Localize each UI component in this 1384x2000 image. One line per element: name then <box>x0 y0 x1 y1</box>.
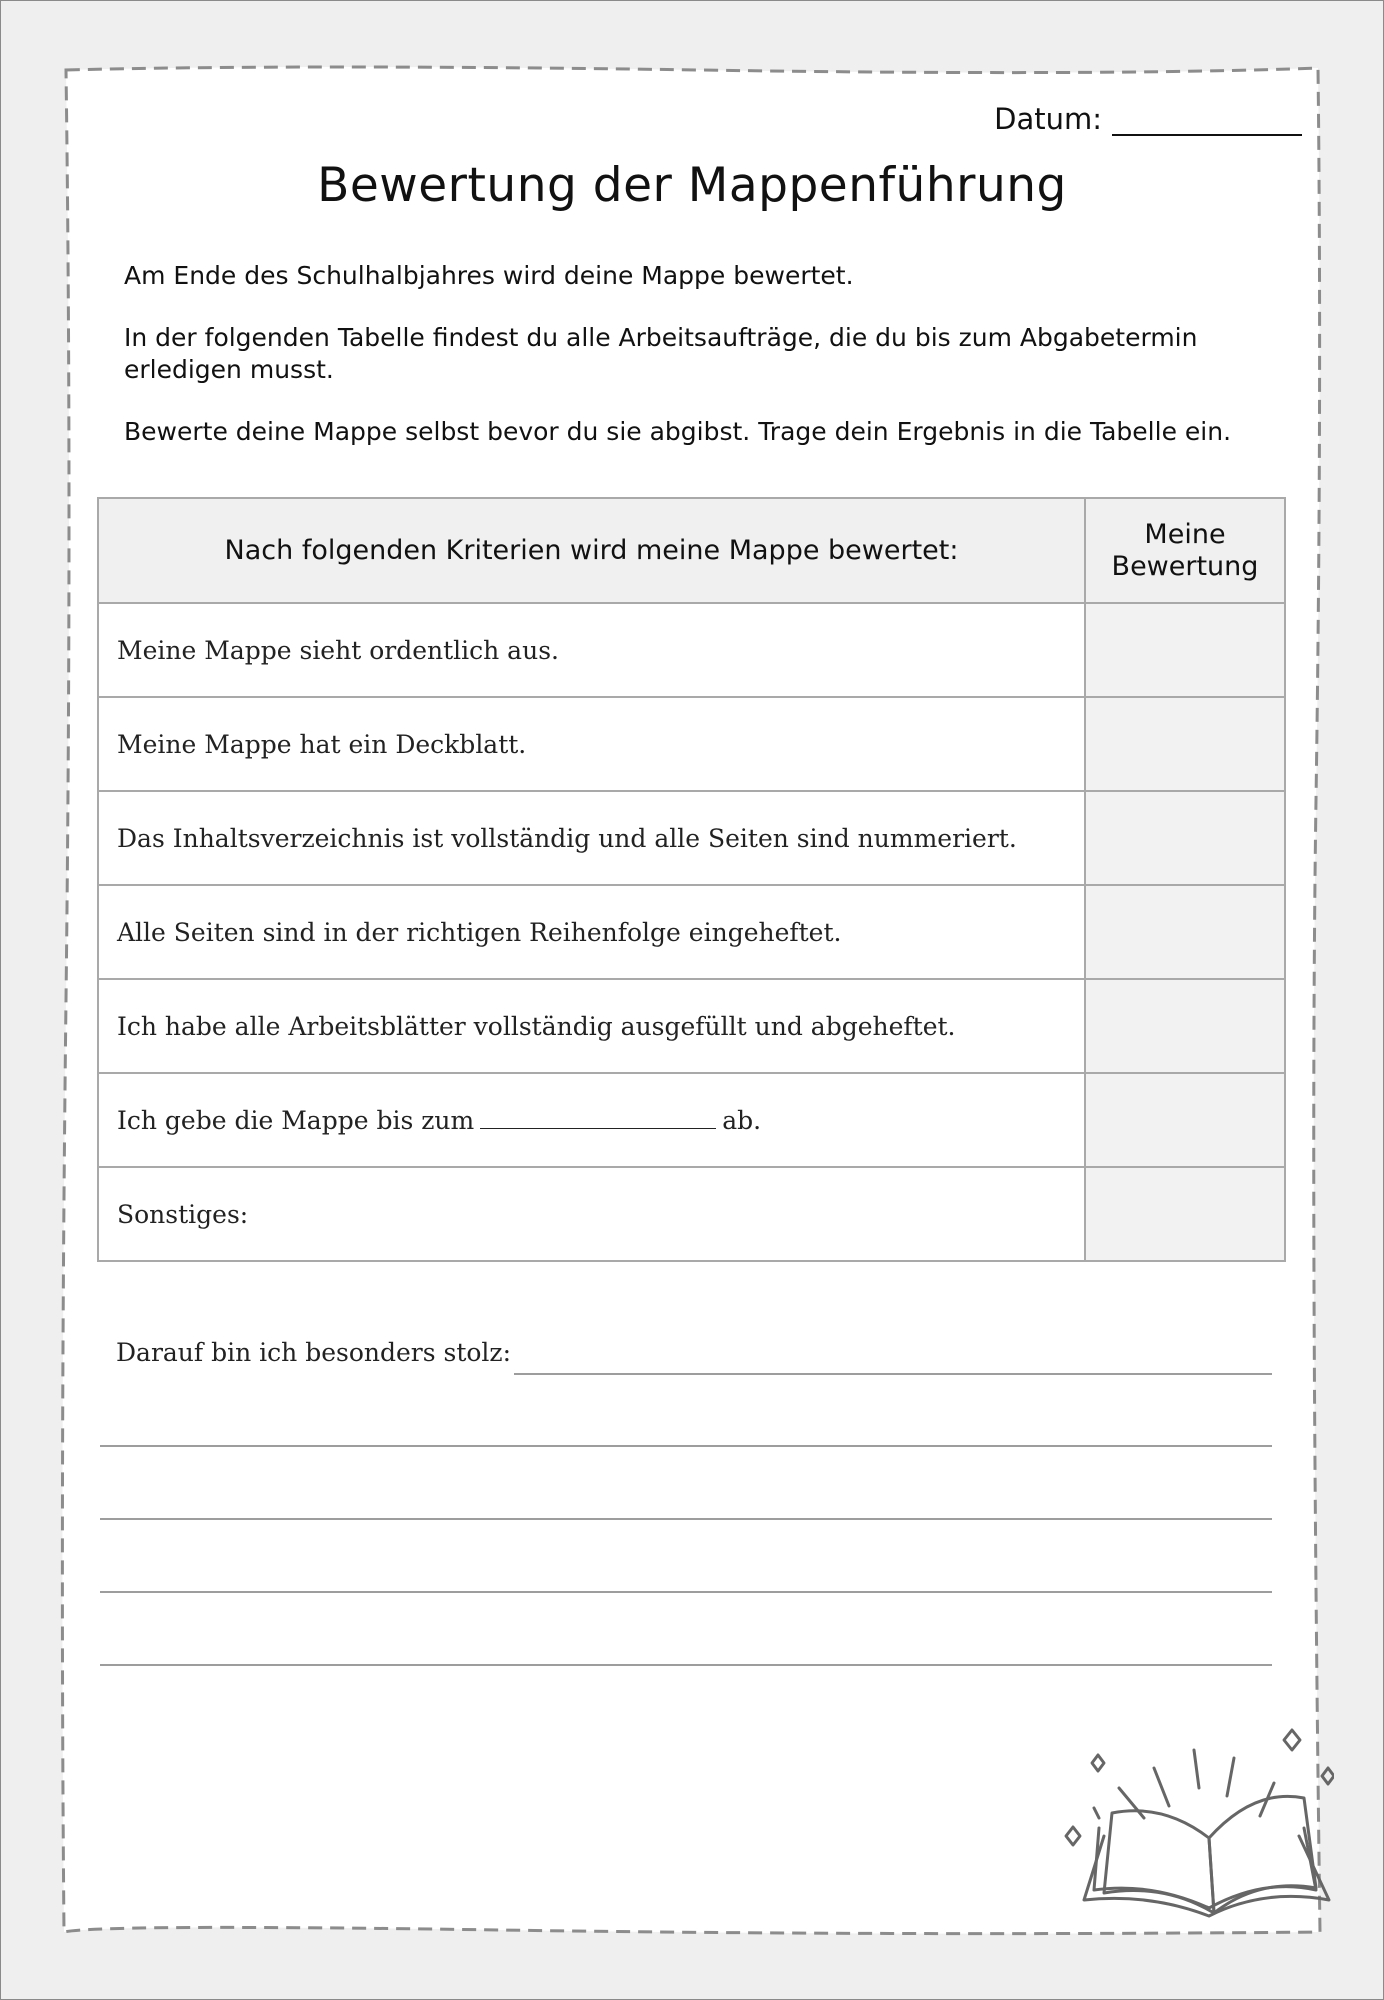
table-row <box>98 1073 1285 1167</box>
worksheet <box>64 68 1320 1930</box>
criteria-table <box>97 497 1286 1262</box>
table-header-row <box>98 498 1285 603</box>
table-row <box>98 1167 1285 1261</box>
rating-header <box>1085 498 1285 603</box>
intro-text <box>124 260 1264 448</box>
deadline-text-after: ab. <box>722 1105 762 1135</box>
writing-line[interactable] <box>100 1445 1272 1447</box>
writing-line[interactable] <box>100 1518 1272 1520</box>
open-book-icon <box>1064 1668 1334 1928</box>
intro-paragraph-2: In der folgenden Tabelle findest du alle Arbeitsaufträge, die du bis zum Abgabetermin erledigen musst. <box>124 323 1198 384</box>
intro-paragraph-3: Bewerte deine Mappe selbst bevor du sie abgibst. Trage dein Ergebnis in die Tabelle ein. <box>124 417 1232 446</box>
rating-cell[interactable] <box>1085 791 1285 885</box>
writing-line[interactable] <box>100 1591 1272 1593</box>
date-blank[interactable] <box>1112 106 1302 136</box>
intro-paragraph-1: Am Ende des Schulhalbjahres wird deine Mappe bewertet. <box>124 261 854 290</box>
rating-cell[interactable] <box>1085 979 1285 1073</box>
table-row <box>98 885 1285 979</box>
criterion-text: Ich habe alle Arbeitsblätter vollständig ausgefüllt und abgeheftet. <box>98 979 1085 1073</box>
table-row <box>98 791 1285 885</box>
table-row <box>98 603 1285 697</box>
table-row <box>98 979 1285 1073</box>
table-row <box>98 697 1285 791</box>
rating-header-line-1: Meine <box>1144 518 1226 550</box>
criterion-text: Sonstiges: <box>98 1167 1085 1261</box>
page-title: Bewertung der Mappenführung <box>317 158 1067 213</box>
rating-header-line-2: Bewertung <box>1111 550 1259 582</box>
rating-cell[interactable] <box>1085 885 1285 979</box>
criterion-text: Das Inhaltsverzeichnis ist vollständig und alle Seiten sind nummeriert. <box>98 791 1085 885</box>
pride-label: Darauf bin ich besonders stolz: <box>116 1338 512 1367</box>
rating-cell[interactable] <box>1085 697 1285 791</box>
deadline-blank[interactable] <box>480 1108 716 1129</box>
rating-cell[interactable] <box>1085 1167 1285 1261</box>
writing-line[interactable] <box>100 1664 1272 1666</box>
writing-line[interactable] <box>514 1373 1272 1375</box>
criteria-header: Nach folgenden Kriterien wird meine Mappe bewertet: <box>98 498 1085 603</box>
deadline-text-before: Ich gebe die Mappe bis zum <box>117 1105 475 1135</box>
rating-cell[interactable] <box>1085 1073 1285 1167</box>
rating-cell[interactable] <box>1085 603 1285 697</box>
criterion-text: Alle Seiten sind in der richtigen Reihenfolge eingeheftet. <box>98 885 1085 979</box>
criterion-text: Meine Mappe sieht ordentlich aus. <box>98 603 1085 697</box>
date-label: Datum: <box>994 102 1102 136</box>
criterion-text: Meine Mappe hat ein Deckblatt. <box>98 697 1085 791</box>
criterion-deadline <box>98 1073 1085 1167</box>
date-field <box>994 102 1302 136</box>
